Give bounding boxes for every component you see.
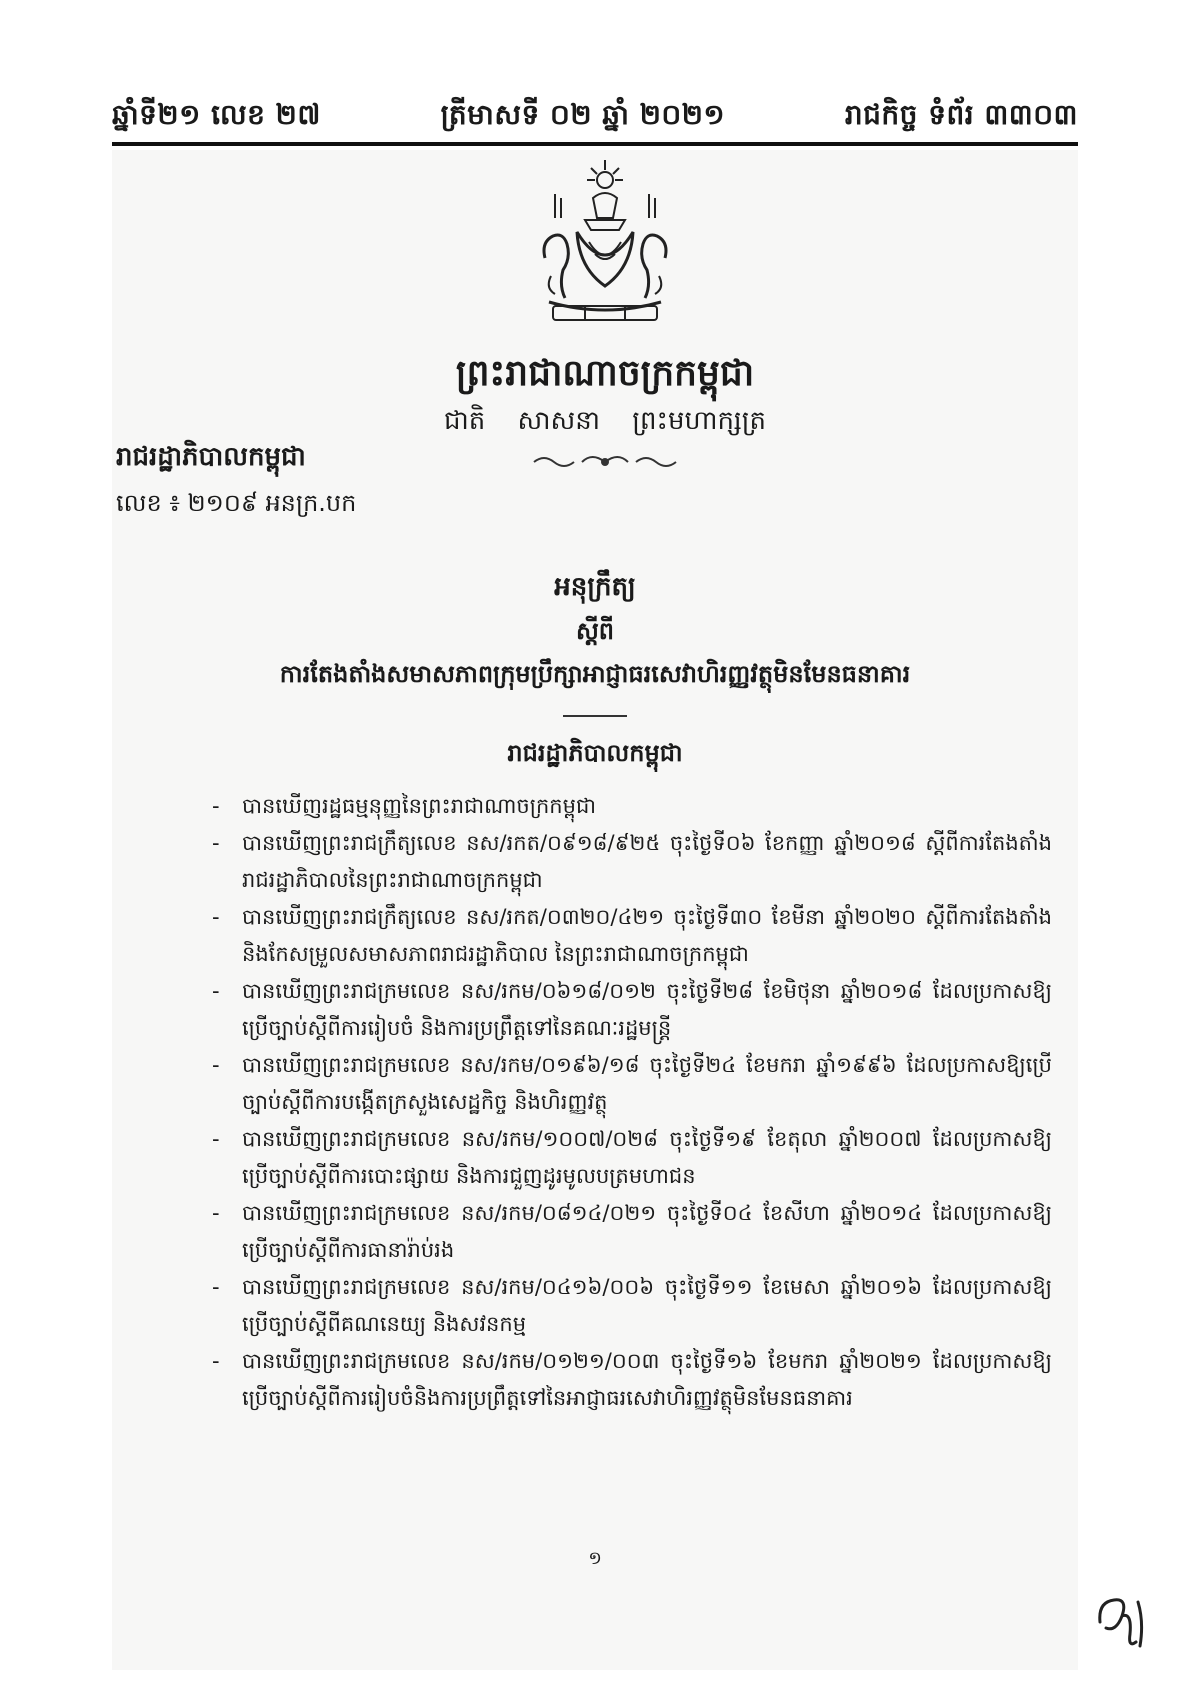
gazette-quarter: ត្រីមាសទី ០២ ឆ្នាំ ២០២១	[440, 98, 726, 131]
gazette-page: រាជកិច្ច ទំព័រ ៣៣០៣	[844, 98, 1078, 131]
gazette-issue: ឆ្នាំទី២១ លេខ ២៧	[112, 98, 321, 131]
list-item: - បានឃើញព្រះរាជក្រឹត្យលេខ នស/រកត/០៩១៨/៩២៥ ចុះថ្ងៃទី០៦ ខែកញ្ញា ឆ្នាំ២០១៨ ស្តីពីការតែងតាំងរាជរដ្ឋាភិបាលនៃព្រះរាជាណាចក្រកម្ពុជា	[212, 831, 1052, 892]
list-item: - បានឃើញព្រះរាជក្រមលេខ នស/រកម/១០០៧/០២៨ ចុះថ្ងៃទី១៩ ខែតុលា ឆ្នាំ២០០៧ ដែលប្រកាសឱ្យប្រើច្បាប់ស្តីពីការបោះផ្សាយ និងការជួញដូរមូលបត្រមហាជន	[212, 1127, 1052, 1188]
divider-ornament-icon	[530, 450, 680, 472]
national-motto: ជាតិ សាសនា ព្រះមហាក្សត្រ	[444, 406, 766, 436]
gazette-header	[112, 92, 1078, 138]
list-item: - បានឃើញព្រះរាជក្រមលេខ នស/រកម/០៦១៨/០១២ ចុះថ្ងៃទី២៨ ខែមិថុនា ឆ្នាំ២០១៨ ដែលប្រកាសឱ្យប្រើច្បាប់ស្តីពីការរៀបចំ និងការប្រព្រឹត្តទៅនៃគណៈរដ្ឋមន្ត្រី	[212, 979, 1052, 1040]
list-item: - បានឃើញព្រះរាជក្រមលេខ នស/រកម/០១២១/០០៣ ចុះថ្ងៃទី១៦ ខែមករា ឆ្នាំ២០២១ ដែលប្រកាសឱ្យប្រើច្បាប់ស្តីពីការរៀបចំនិងការប្រព្រឹត្តទៅនៃអាជ្ញាធរសេវាហិរញ្ញវត្ថុមិនមែនធនាគារ	[212, 1349, 1052, 1410]
recitals-list	[212, 788, 1052, 1417]
section-heading: រាជរដ្ឋាភិបាលកម្ពុជា	[507, 739, 683, 767]
page-number: ១	[588, 1548, 602, 1569]
decree-about: ស្តីពី	[575, 617, 615, 645]
list-item: - បានឃើញរដ្ឋធម្មនុញ្ញនៃព្រះរាជាណាចក្រកម្ពុជា	[212, 794, 596, 818]
reference-number: លេខ ៖ ២១០៩ អនក្រ.បក	[116, 489, 357, 517]
issuing-government: រាជរដ្ឋាភិបាលកម្ពុជា	[116, 442, 306, 472]
list-item: - បានឃើញព្រះរាជក្រមលេខ នស/រកម/០១៩៦/១៨ ចុះថ្ងៃទី២៤ ខែមករា ឆ្នាំ១៩៩៦ ដែលប្រកាសឱ្យប្រើច្បាប់ស្តីពីការបង្កើតក្រសួងសេដ្ឋកិច្ច និងហិរញ្ញវត្ថុ	[212, 1053, 1052, 1114]
title-rule	[563, 715, 627, 717]
decree-title-block	[150, 570, 1040, 694]
decree-type: អនុក្រឹត្យ	[554, 572, 636, 602]
kingdom-title: ព្រះរាជាណាចក្រកម្ពុជា	[455, 353, 755, 394]
handwritten-initial-icon	[1092, 1582, 1152, 1652]
list-item: - បានឃើញព្រះរាជក្រមលេខ នស/រកម/០៨១៤/០២១ ចុះថ្ងៃទី០៤ ខែសីហា ឆ្នាំ២០១៤ ដែលប្រកាសឱ្យប្រើច្បាប់ស្តីពីការធានារ៉ាប់រង	[212, 1201, 1052, 1262]
royal-arms-emblem-icon	[515, 158, 695, 338]
header-rule	[112, 142, 1078, 146]
list-item: - បានឃើញព្រះរាជក្រមលេខ នស/រកម/០៤១៦/០០៦ ចុះថ្ងៃទី១១ ខែមេសា ឆ្នាំ២០១៦ ដែលប្រកាសឱ្យប្រើច្បាប់ស្តីពីគណនេយ្យ និងសវនកម្ម	[212, 1275, 1052, 1336]
list-item: - បានឃើញព្រះរាជក្រឹត្យលេខ នស/រកត/០៣២០/៤២១ ចុះថ្ងៃទី៣០ ខែមីនា ឆ្នាំ២០២០ ស្តីពីការតែងតាំង និងកែសម្រួលសមាសភាពរាជរដ្ឋាភិបាល នៃព្រះរាជាណាចក្រកម្ពុជា	[212, 905, 1052, 966]
decree-subject: ការតែងតាំងសមាសភាពក្រុមប្រឹក្សាអាជ្ញាធរសេវាហិរញ្ញវត្ថុមិនមែនធនាគារ	[279, 660, 911, 688]
